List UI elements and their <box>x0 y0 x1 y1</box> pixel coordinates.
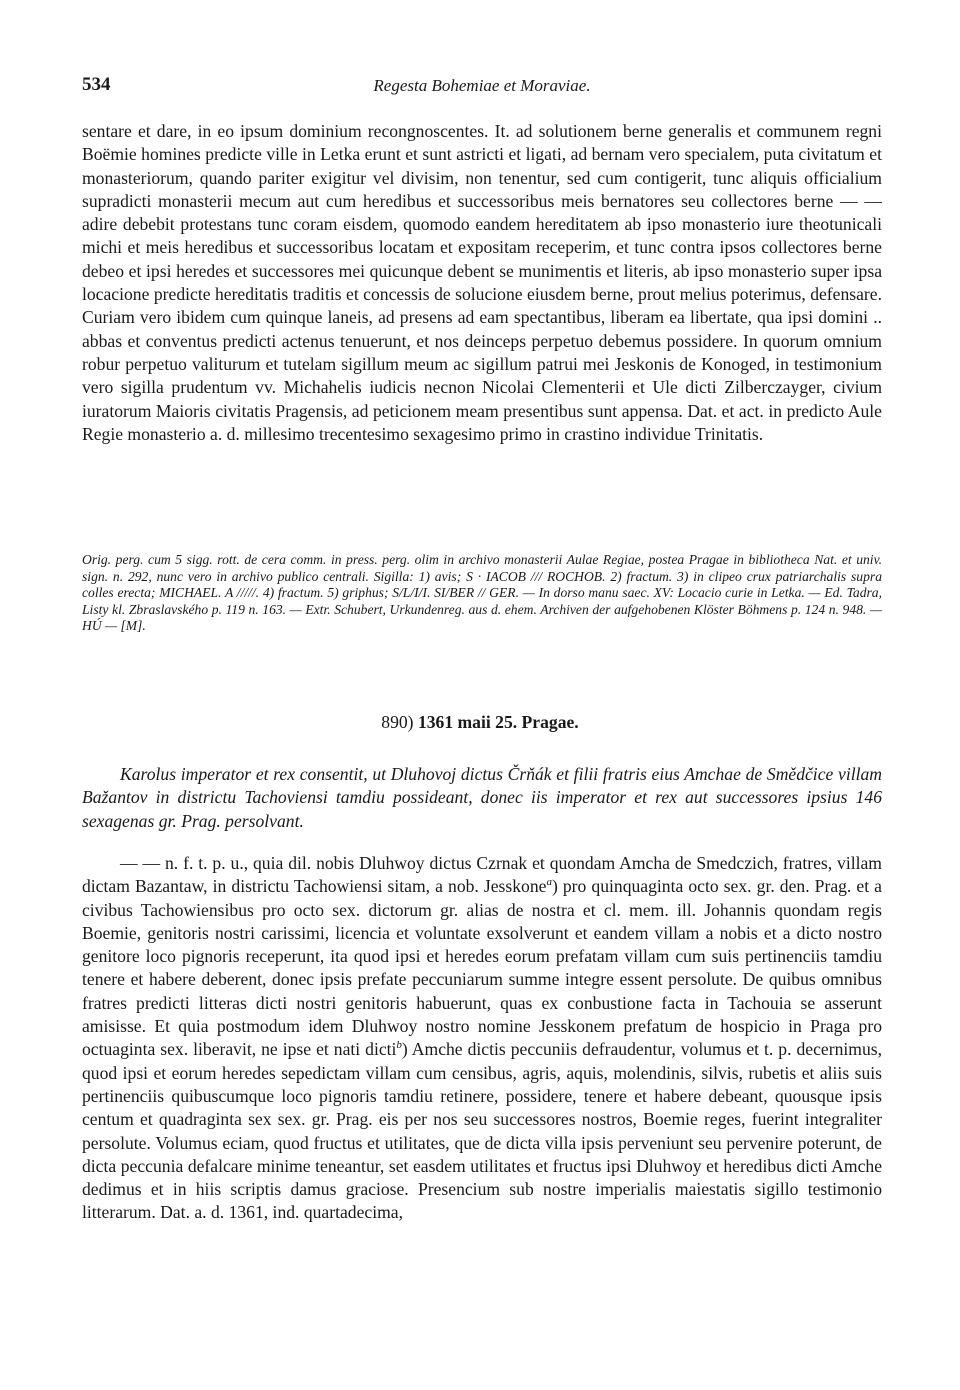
charter-date-place: 1361 maii 25. Pragae. <box>417 712 579 732</box>
charter-889-text: sentare et dare, in eo ipsum dominium recongnoscentes. It. ad solutionem berne generalis et communem regni Boëmie homines predicte ville in Letka erunt et sunt astricti et ligati, ad bernam vero specialem, puta civitatum et monasteriorum, quando pariter exigitur vel divisim, non tenentur, sed cum contigerit, tunc aliquis officialium supradicti monasterii mecum aut cum heredibus et successoribus meis bernatores seu collectores berne — — adire debebit protestans tunc coram eisdem, quomodo eandem hereditatem ab ipso monasterio iure theotunicali michi et meis heredibus et successoribus locatam et expositam receperim, et tunc contra ipsos collectores berne debeo et ipsi heredes et successores mei quicunque debent se munimentis et literis, ab ipso monasterio super ipsa locacione predicte hereditatis traditis et concessis de solucione eiusdem berne, prout melius poterimus, defensare. Curiam vero ibidem cum quinque laneis, ad presens ad eam spectantibus, liberam ea libertate, qua ipsi domini .. abbas et conventus predicti actenus tenuerunt, et nos deinceps perpetuo debemus possidere. In quorum omnium robur perpetuo valiturum et tutelam sigillum meum ac sigillum patrui mei Jeskonis de Konoged, in testimonium vero sigilla prudentum vv. Michahelis iudicis necnon Nicolai Clementerii et Ule dicti Zilberczayger, civium iuratorum Maioris civitatis Pragensis, ad peticionem meam presentibus sunt appensa. Dat. et act. in predicto Aule Regie monasterio a. d. millesimo trecentesimo sexagesimo primo in crastino individue Trinitatis. <box>82 121 882 444</box>
page-header <box>82 74 882 102</box>
charter-number: 890) <box>381 712 414 732</box>
charter-889-apparatus: Orig. perg. cum 5 sigg. rott. de cera comm. in press. perg. olim in archivo monasterii Aulae Regiae, postea Pragae in bibliotheca Nat. et univ. sign. n. 292, nunc vero in archivo publico centrali. Sigilla: 1) avis; S · IACOB /// ROCHOB. 2) fractum. 3) in clipeo crux patriarchalis supra colles erecta; MICHAEL. A /////. 4) fractum. 5) griphus; S/L/I/I. SI/BER // GER. — In dorso manu saec. XV: Locacio curie in Letka. — Ed. Tadra, Listy kl. Zbraslavského p. 119 n. 163. — Extr. Schubert, Urkundenreg. aus d. ehem. Archiven der aufgehobenen Klöster Böhmens p. 124 n. 948. — HÚ — [M]. <box>82 552 882 633</box>
charter-890-text-part3: ) Amche dictis peccuniis defraudentur, volumus et t. p. decernimus, quod ipsi et eorum heredes sepedictam villam cum censibus, agris, aquis, molendinis, silvis, rubetis et aliis suis pertinenciis quibuscumque loco pignoris tamdiu retinere, possidere, tenere et habere debeant, quousque ipsis centum et quadraginta sex sex. gr. Prag. eis per nos seu successores nostros, Boemie reges, fuerint integraliter persolute. Volumus eciam, quod fructus et utilitates, que de dicta villa ipsis perveniunt seu pervenire poterunt, de dicta peccunia defalcare minime teneantur, set easdem utilitates et fructus ipsi Dluhwoy et heredibus dicti Amche dedimus et in hiis scriptis damus graciose. Presencium sub nostre imperialis maiestatis sigillo testimonio litterarum. Dat. a. d. 1361, ind. quartadecima, <box>82 1039 882 1223</box>
page-number: 534 <box>82 74 111 95</box>
charter-890-heading <box>0 712 960 733</box>
charter-890-text <box>82 852 882 1225</box>
charter-890-text-part1: — — n. f. t. p. u., quia dil. nobis Dluhwoy dictus Czrnak et quondam Amcha de Smedczich, fratres, villam dictam Bazantaw, in districtu Tachowiensi sitam, a nob. Jesskone <box>82 853 882 897</box>
charter-890-text-part2: ) pro quinquaginta octo sex. gr. den. Prag. et a civibus Tachowiensibus pro octo sex. dictorum gr. alias de nostra et cl. mem. ill. Johannis quondam regis Boemie, genitoris nostri carissimi, licencia et voluntate exsolverunt et eandem villam a nobis et a dicto nostro genitore loco pignoris receperunt, ita quod ipsi et heredes eorum prefatam villam cum suis pertinenciis tamdiu tenere et habere deberent, donec ipsis prefate peccuniarum summe integre essent persolute. De quibus omnibus fratres predicti litteras dicti nostri genitoris habuerunt, quas ex conbustione facta in Tachouia se asserunt amisisse. Et quia postmodum idem Dluhwoy nostro nomine Jesskonem prefatum de hospicio in Praga pro octuaginta sex. liberavit, ne ipse et nati dicti <box>82 876 882 1060</box>
running-title: Regesta Bohemiae et Moraviae. <box>373 76 591 95</box>
footnote-marker-a: a <box>546 876 552 889</box>
charter-890-regest: Karolus imperator et rex consentit, ut Dluhovoj dictus Črňák et filii fratris eius Amchae de Smědčice villam Bažantov in districtu Tachoviensi tamdiu possideant, donec iis imperator et rex aut successores ipsius 146 sexagenas gr. Prag. persolvant. <box>82 764 882 831</box>
footnote-marker-b: b <box>396 1039 402 1052</box>
